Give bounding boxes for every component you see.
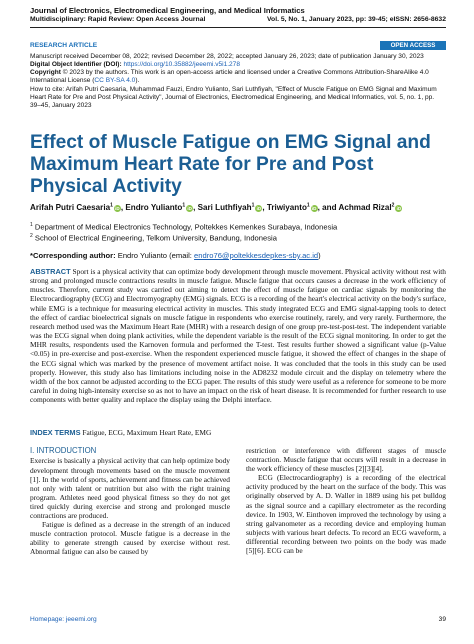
- author-1: Arifah Putri Caesaria$^1$iD,: [30, 202, 126, 212]
- author-3: Sari Luthfiyah$^1$iD,: [197, 202, 267, 212]
- article-metadata: [30, 53, 446, 110]
- copyright-line: Copyright © 2023 by the authors. This work is an open-access article and licensed under a Creative Commons Attribution-ShareAlike 4.0 International License (CC BY-SA 4.0).: [30, 69, 429, 85]
- journal-header: [30, 6, 446, 25]
- open-access-badge: OPEN ACCESS: [380, 41, 446, 50]
- page-number: 39: [438, 616, 446, 623]
- intro-paragraph-2-cont: restriction or interference with different stages of muscle contraction. Muscle fatigue that occurs will result in a decrease in the work efficiency of these muscles [2][3][4].: [246, 446, 446, 474]
- orcid-icon[interactable]: iD: [256, 205, 262, 211]
- affiliations: [30, 221, 450, 243]
- author-5: Achmad Rizal$^2$iD: [338, 202, 402, 212]
- orcid-icon[interactable]: iD: [187, 205, 192, 211]
- body-column-left: [30, 446, 230, 556]
- intro-heading: I. INTRODUCTION: [30, 446, 97, 455]
- body-column-right: [246, 446, 446, 555]
- index-terms-label: INDEX TERMS: [30, 428, 81, 437]
- intro-paragraph-1: Exercise is basically a physical activity that can help optimize body development through movements based on the muscle movement [1]. In the world of sports, achievement and fitness can be achieved not only with talent or nutrition but also with the right training program. Athletes need good physical fitness so they do not get tired quickly during exercise and strong and prolonged muscle contractions are produced.: [30, 456, 230, 520]
- index-terms: [30, 428, 446, 437]
- doi-line: Digital Object Identifier (DOI): https://doi.org/10.35882/jeeemi.v5i1.278: [30, 61, 240, 69]
- doi-link[interactable]: https://doi.org/10.35882/jeeemi.v5i1.278: [123, 61, 240, 69]
- author-4: Triwiyanto$^1$iD, and: [266, 202, 339, 212]
- article-type: RESEARCH ARTICLE: [30, 42, 98, 49]
- homepage-link[interactable]: Homepage: jeeemi.org: [30, 616, 97, 623]
- intro-paragraph-2: Fatigue is defined as a decrease in the strength of an induced muscle contraction protocol. Muscle fatigue is a decrease in the ability to generate strength caused by exercise without rest. Abnormal fatigue can also be caused by: [30, 520, 230, 557]
- how-to-cite: How to cite: Arifah Putri Caesaria, Muhammad Fauzi, Endro Yulianto, Sari Luthfiyah, "Effect of Muscle Fatigue on EMG Signal and Maximum Heart Rate for Pre and Post Physical Activity", Journal of Electronics, Electromedical Engineering, and Medical Informatics, vol. 5, no. 1, pp. 39–45, January 2023: [30, 85, 437, 109]
- abstract: [30, 267, 446, 404]
- affiliation-1: $^1$ Department of Medical Electronics Technology, Poltekkes Kemenkes Surabaya, Indonesia: [30, 222, 338, 232]
- orcid-icon[interactable]: iD: [396, 205, 402, 211]
- journal-citation-info: Vol. 5, No. 1, January 2023, pp: 39-45; eISSN: 2656-8632: [267, 16, 446, 24]
- article-title: Effect of Muscle Fatigue on EMG Signal and Maximum Heart Rate for Pre and Post Physical Activity: [30, 132, 431, 197]
- affiliation-2: $^2$ School of Electrical Engineering, Telkom University, Bandung, Indonesia: [30, 232, 277, 243]
- license-link[interactable]: CC BY-SA 4.0: [94, 77, 136, 85]
- orcid-icon[interactable]: iD: [115, 205, 120, 211]
- header-rule: [30, 27, 446, 28]
- email-link[interactable]: endro76@poltekkesdepkes-sby.ac.id: [194, 251, 319, 260]
- page-footer: [30, 616, 446, 626]
- journal-subtitle: Multidisciplinary: Rapid Review: Open Access Journal: [30, 16, 206, 24]
- journal-subtitle-row: [30, 15, 446, 24]
- article-type-bar: [30, 41, 446, 50]
- index-terms-text: Fatigue, ECG, Maximum Heart Rate, EMG: [82, 428, 212, 437]
- journal-name: Journal of Electronics, Electromedical Engineering, and Medical Informatics: [30, 6, 305, 15]
- author-list: [30, 200, 450, 213]
- received-dates: Manuscript received December 08, 2022; revised December 28, 2022; accepted January 26, 2023; date of publication January 30, 2023: [30, 53, 424, 60]
- orcid-icon[interactable]: iD: [311, 205, 317, 211]
- intro-paragraph-3: ECG (Electrocardiography) is a recording of the electrical activity produced by the heart on the surface of the body. This was originally observed by A. D. Waller in 1889 using his pet bulldog as the signal source and a capillary electrometer as the recording device. In 1903, W. Einthoven improved the technology by using a string galvanometer as a recording device and employing human subjects with various heart defects. To record an ECG waveform, a differential recording between two points on the body was made [5][6]. ECG can be: [246, 473, 446, 556]
- abstract-text: Sport is a physical activity that can optimize body development through muscle movement. Physical activity without rest with strong and prolonged muscle contractions results in muscle fatigue. Muscle fatigue that occurs causes a decrease in the work efficiency of muscles. Therefore, current study was carried out aiming to detect the effect of muscle fatigue on cardiac signals by monitoring the Electrocardiography (ECG) and Electromyography (EMG) signals. ECG is a recording of the heart's electrical activity on the body's surface, while EMG is a technique for measuring electrical activity in muscles. This study integrated ECG and EMG signal-tapping tools to detect the effect of cardiac bioelectrical signals on muscle fatigue in respondents who exercise routinely, rarely, and very rarely. Furthermore, the research method used was the Maximum Heart Rate (MHR) with a research design of one group pre-test-post-test. The independent variable was the ECG signal when doing plank activities, while the dependent variable is the result of the ECG signal monitoring. In order to get the MHR results, respondents used the Karnoven formula and performed the T-test. Test results further showed a significant value (p-Value <0.05) in pre-exercise and post-exercise. When the respondent experienced muscle fatigue, it showed the effect of changes in the shape of the ECG signal which was marked by the presence of movement artifact noise. It was concluded that the tools in this study can be used properly. However, this study also has limitations including noise in the AD8232 module circuit and the display on telemetry where the width of the box cannot be adjusted according to the ECG paper. The results of this study were useful as a reference for someone to be more careful in doing high-intensity exercise so as not to have an impact on the risk of heart disease. It is recommended for further research to use components with better quality and replace the display using the Delphi interface.: [30, 267, 446, 405]
- corresponding-author: *Corresponding author: Endro Yulianto (email: endro76@poltekkesdepkes-sby.ac.id): [30, 251, 321, 260]
- abstract-label: ABSTRACT: [30, 267, 71, 276]
- author-2: Endro Yulianto$^1$iD,: [125, 202, 198, 212]
